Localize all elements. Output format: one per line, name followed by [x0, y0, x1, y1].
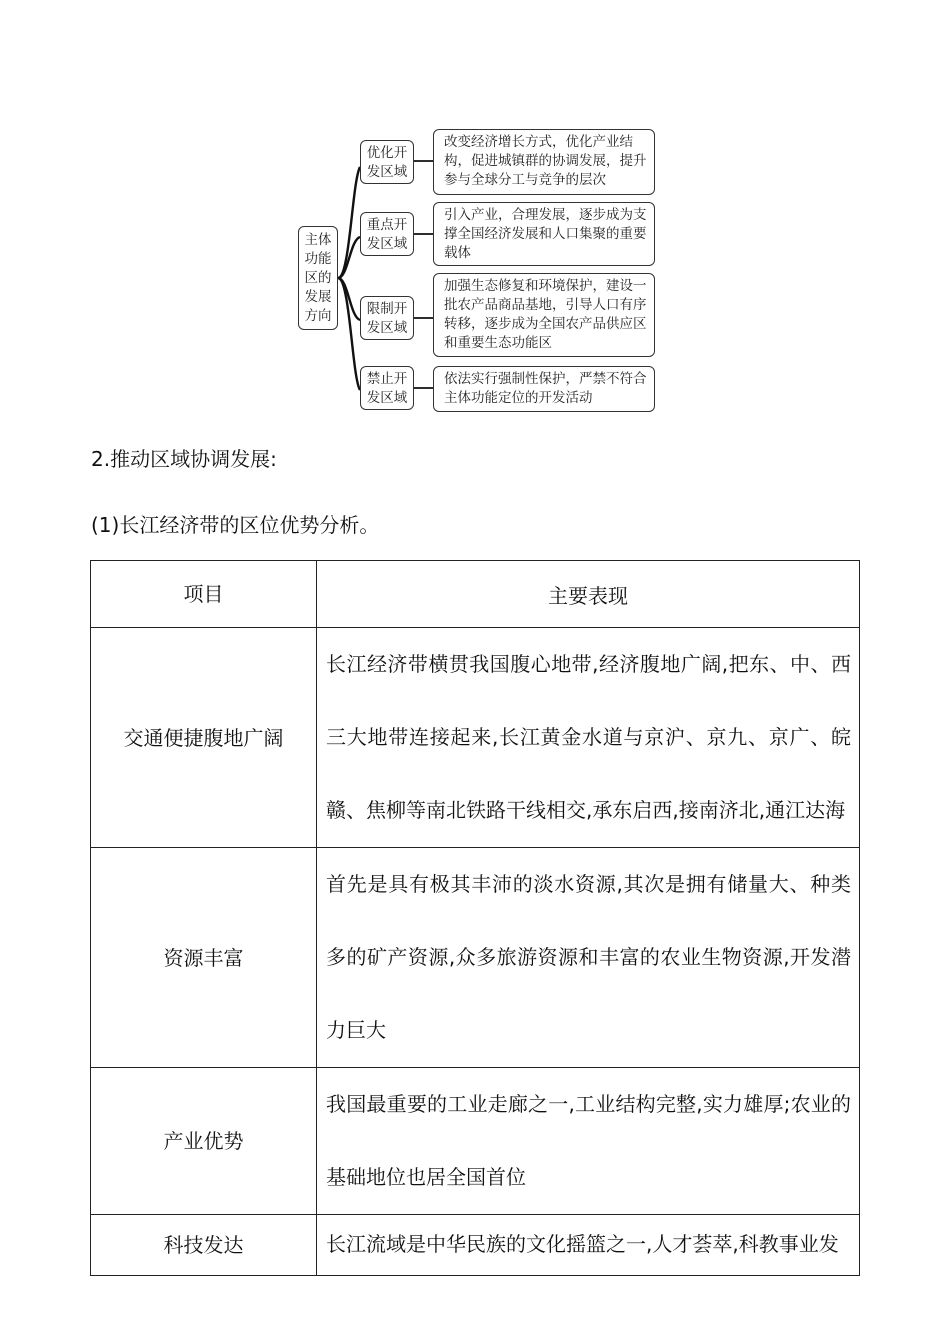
- table-row: [91, 848, 860, 1068]
- row-item: 产业优势: [91, 1068, 317, 1215]
- row-item: 交通便捷腹地广阔: [91, 628, 317, 848]
- root-line: 区的: [304, 270, 332, 286]
- description-restricted-development: 加强生态修复和环境保护，建设一批农产品商品基地，引导人口有序转移，逐步成为全国农产品供应区和重要生态功能区: [433, 273, 655, 357]
- advantages-table: [90, 560, 860, 1276]
- section-subheading: (1)长江经济带的区位优势分析。: [91, 513, 380, 537]
- row-detail: 长江经济带横贯我国腹心地带,经济腹地广阔,把东、中、西三大地带连接起来,长江黄金水道与京沪、京九、京广、皖赣、焦柳等南北铁路干线相交,承东启西,接南济北,通江达海: [317, 628, 860, 848]
- row-item: 科技发达: [91, 1215, 317, 1276]
- description-key-development: 引入产业，合理发展，逐步成为支撑全国经济发展和人口集聚的重要载体: [433, 202, 655, 266]
- row-item: 资源丰富: [91, 848, 317, 1068]
- description-prohibited-development: 依法实行强制性保护，严禁不符合主体功能定位的开发活动: [433, 366, 655, 412]
- category-prohibited-development: 禁止开发区域: [360, 366, 414, 410]
- header-item: 项目: [91, 561, 317, 628]
- root-line: 功能: [304, 251, 332, 267]
- root-line: 主体: [304, 232, 332, 248]
- table-row: [91, 1068, 860, 1215]
- category-restricted-development: 限制开发区域: [360, 296, 414, 340]
- root-line: 发展: [304, 289, 332, 305]
- row-detail: 长江流域是中华民族的文化摇篮之一,人才荟萃,科教事业发: [317, 1215, 860, 1276]
- root-line: 方向: [304, 308, 332, 324]
- category-key-development: 重点开发区域: [360, 212, 414, 256]
- table-header-row: [91, 561, 860, 628]
- category-optimized-development: 优化开发区域: [360, 140, 414, 184]
- table-row: [91, 628, 860, 848]
- section-heading: 2.推动区域协调发展:: [91, 447, 277, 471]
- mindmap-diagram: [290, 122, 670, 422]
- header-detail: 主要表现: [317, 561, 860, 628]
- mindmap-root: [298, 226, 338, 330]
- table-row: [91, 1215, 860, 1276]
- row-detail: 我国最重要的工业走廊之一,工业结构完整,实力雄厚;农业的基础地位也居全国首位: [317, 1068, 860, 1215]
- row-detail: 首先是具有极其丰沛的淡水资源,其次是拥有储量大、种类多的矿产资源,众多旅游资源和丰富的农业生物资源,开发潜力巨大: [317, 848, 860, 1068]
- description-optimized-development: 改变经济增长方式，优化产业结构，促进城镇群的协调发展，提升参与全球分工与竞争的层次: [433, 129, 655, 195]
